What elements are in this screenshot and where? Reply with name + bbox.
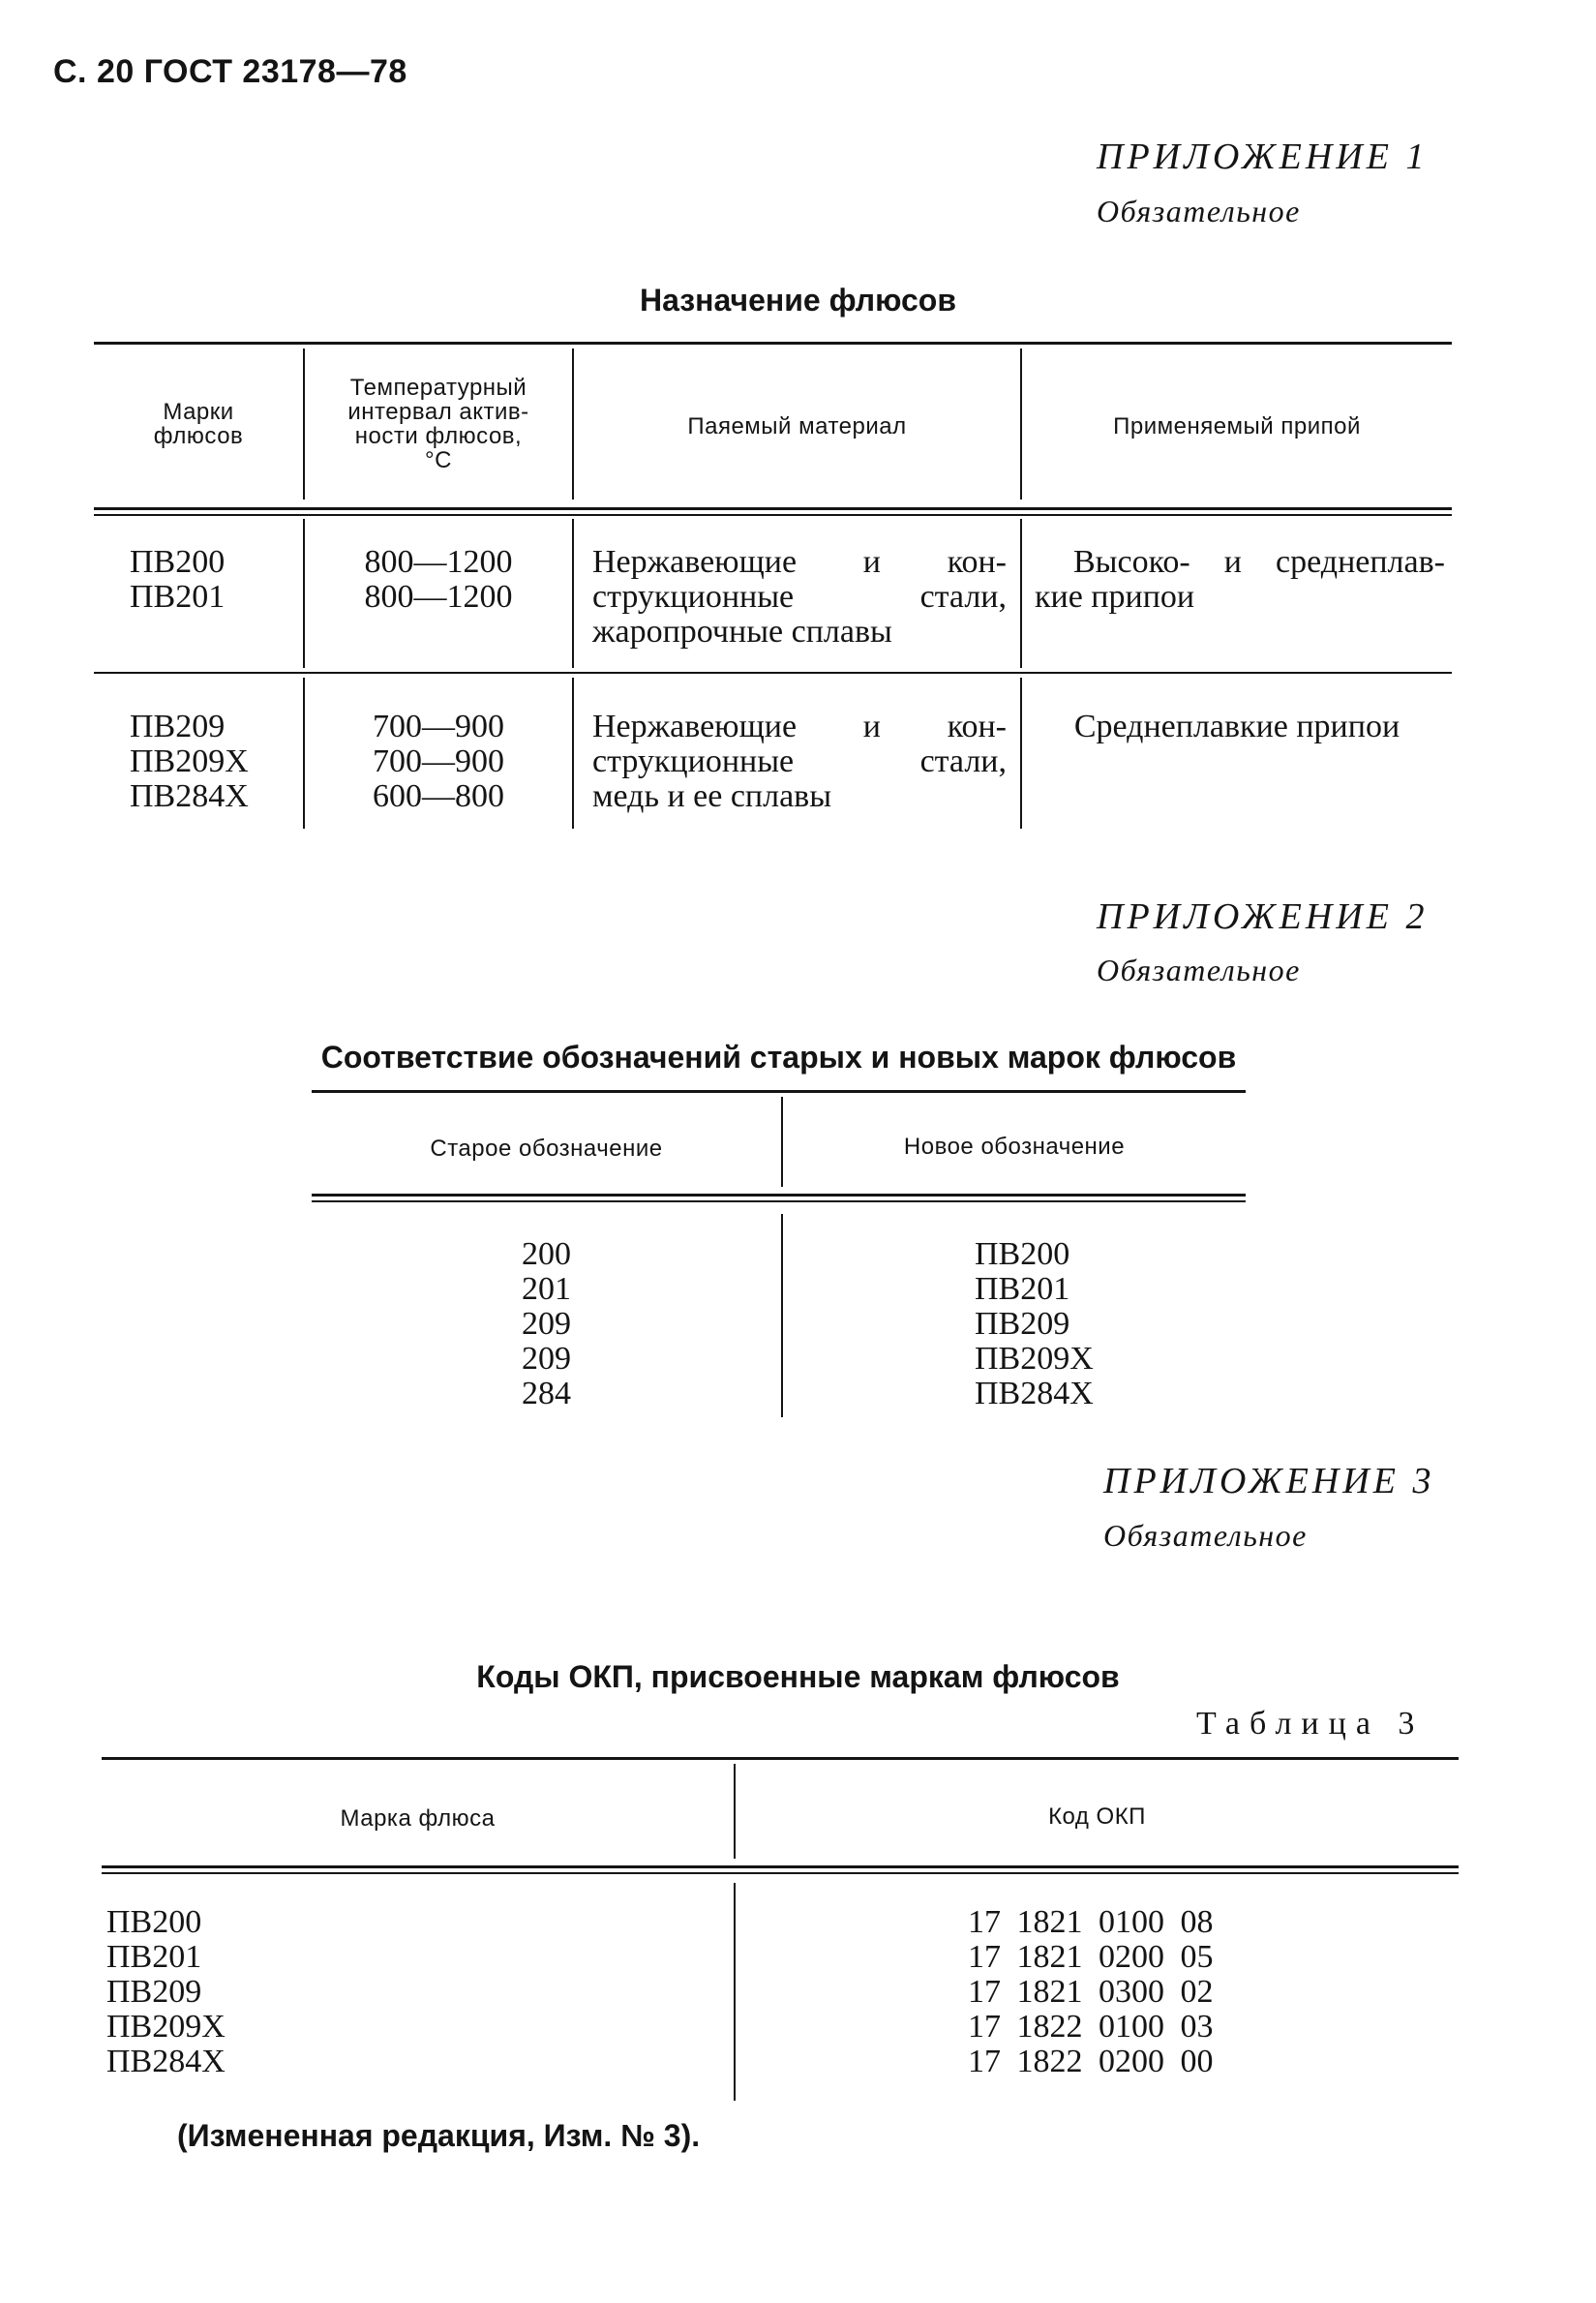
list-item: 209	[522, 1306, 571, 1342]
column-divider	[734, 1883, 736, 2101]
flux-brands-group-2: ПВ209 ПВ209Х ПВ284Х	[130, 709, 249, 814]
appendix-3-status: Обязательное	[1103, 1518, 1308, 1553]
solder-group-2: Среднеплавкие припои	[1073, 709, 1400, 744]
list-item: 209	[522, 1341, 571, 1377]
list-item: ПВ209Х	[975, 1341, 1094, 1377]
column-divider	[781, 1214, 783, 1417]
header-temperature-interval: Температурный интервал актив- ности флюсов, °С	[347, 375, 529, 473]
old-designations-list	[312, 1237, 781, 1411]
list-item: ПВ201	[106, 1939, 202, 1975]
okp-codes-list	[968, 1905, 1214, 2079]
column-divider	[572, 678, 574, 829]
flux-brands-list	[106, 1905, 226, 2079]
solder-group-1: Высоко- и среднеплав- кие припои	[1035, 544, 1445, 615]
appendix-1-label: ПРИЛОЖЕНИЕ 1	[1097, 136, 1429, 177]
list-item: 200	[522, 1236, 571, 1272]
material-group-1: Нержавеющие и кон- струкционные стали, жаропрочные сплавы	[592, 544, 1007, 650]
page-header: С. 20 ГОСТ 23178—78	[53, 53, 407, 90]
table-rule	[102, 1872, 1459, 1874]
list-item: 201	[522, 1271, 571, 1307]
list-item: 17 1821 0200 05	[968, 1939, 1214, 1975]
appendix-2-status: Обязательное	[1097, 953, 1301, 987]
amendment-note: (Измененная редакция, Изм. № 3).	[177, 2118, 701, 2153]
list-item: ПВ284Х	[106, 2044, 226, 2079]
list-item: ПВ200	[106, 1904, 202, 1940]
list-item: ПВ201	[975, 1271, 1070, 1307]
material-group-2: Нержавеющие и кон- струкционные стали, медь и ее сплавы	[592, 709, 1007, 814]
column-divider	[1020, 519, 1022, 668]
flux-brands-group-1: ПВ200 ПВ201	[130, 544, 226, 615]
list-item: 284	[522, 1376, 571, 1411]
header-flux-brands: Марки флюсов	[153, 399, 244, 449]
header-flux-brand: Марка флюса	[340, 1805, 496, 1832]
column-divider	[572, 519, 574, 668]
appendix-1-status: Обязательное	[1097, 194, 1301, 228]
list-item: ПВ209	[975, 1306, 1070, 1342]
header-okp-code: Код ОКП	[1048, 1803, 1146, 1830]
column-divider	[1020, 678, 1022, 829]
table-number-label: Таблица 3	[1196, 1706, 1425, 1742]
table-rule	[94, 507, 1452, 510]
header-brazed-material: Паяемый материал	[687, 413, 907, 439]
table-rule	[102, 1757, 1459, 1760]
appendix-3-title: Коды ОКП, присвоенные маркам флюсов	[476, 1659, 1120, 1694]
list-item: ПВ209	[106, 1974, 202, 2010]
table-rule	[312, 1090, 1246, 1093]
appendix-2-label: ПРИЛОЖЕНИЕ 2	[1097, 896, 1429, 937]
list-item: 17 1822 0200 00	[968, 2044, 1214, 2079]
list-item: ПВ284Х	[975, 1376, 1094, 1411]
table-rule	[312, 1194, 1246, 1197]
list-item: 17 1821 0300 02	[968, 1974, 1214, 2010]
appendix-3-label: ПРИЛОЖЕНИЕ 3	[1103, 1461, 1435, 1501]
list-item: 17 1822 0100 03	[968, 2009, 1214, 2045]
header-new-designation: Новое обозначение	[903, 1134, 1126, 1160]
appendix-2-title: Соответствие обозначений старых и новых марок флюсов	[320, 1040, 1237, 1075]
header-old-designation: Старое обозначение	[430, 1136, 663, 1162]
list-item: ПВ209Х	[106, 2009, 226, 2045]
list-item: 17 1821 0100 08	[968, 1904, 1214, 1940]
temperatures-group-1: 800—1200 800—1200	[364, 544, 513, 615]
table-rule	[312, 1200, 1246, 1202]
temperatures-group-2: 700—900 700—900 600—800	[373, 709, 504, 814]
header-solder: Применяемый припой	[1113, 413, 1361, 439]
list-item: ПВ200	[975, 1236, 1070, 1272]
appendix-1-title: Назначение флюсов	[639, 283, 957, 318]
table-rule	[94, 342, 1452, 345]
new-designations-list	[975, 1237, 1094, 1411]
table-rule	[94, 672, 1452, 674]
table-rule	[102, 1865, 1459, 1868]
table-rule	[94, 514, 1452, 516]
